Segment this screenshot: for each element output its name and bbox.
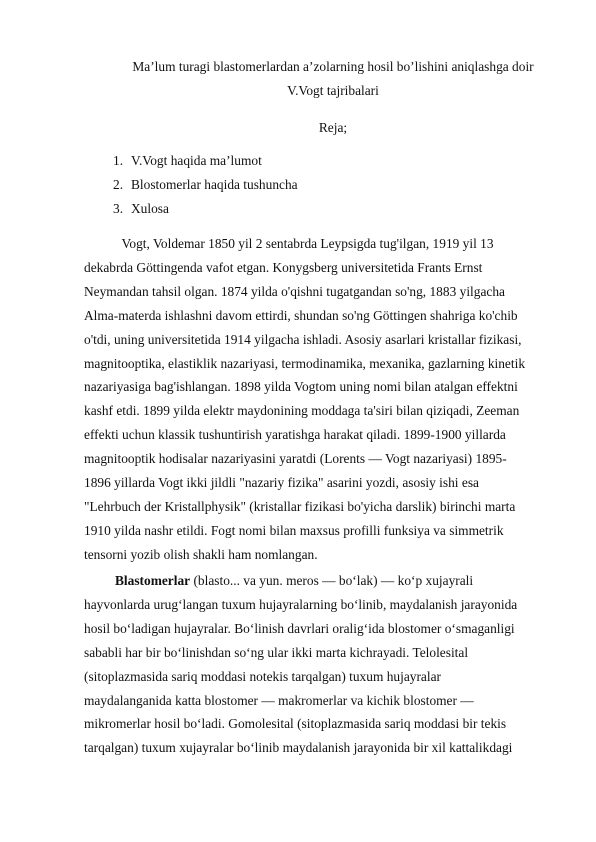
paragraph-line: (sitoplazmasida sariq moddasi notekis tarqalgan) tuxum hujayralar — [84, 668, 441, 684]
paragraph-vogt-biography — [84, 232, 559, 567]
paragraph-first-line — [84, 569, 559, 593]
paragraph-line: tarqalgan) tuxum xujayralar bo‘linib maydalanish jarayonida bir xil kattalikdagi — [84, 740, 513, 756]
paragraph-line: magnitooptika, elastiklik nazariyasi, termodinamika, mexanika, gazlarning kinetik — [84, 355, 526, 371]
title-line-1: Ma’lum turagi blastomerlardan a’zolarning hosil bo’lishini aniqlashga doir — [132, 59, 534, 74]
plan-item-text: V.Vogt haqida ma’lumot — [131, 153, 262, 168]
paragraph-line: 1896 yillarda Vogt ikki jildli "nazariy fizika" asarini yozdi, asosiy ishi esa — [84, 475, 479, 491]
paragraph-line: 1910 yilda nashr etildi. Fogt nomi bilan maxsus profilli funksiya va simmetrik — [84, 522, 504, 538]
document-title — [60, 55, 596, 103]
paragraph-line: dekabrda Göttingenda vafot etgan. Konygsberg universitetida Frants Ernst — [84, 259, 483, 275]
paragraph-line: maydalanganida katta blostomer — makromerlar va kichik blostomer — — [84, 692, 474, 708]
paragraph-line: sababli har bir bo‘linishdan so‘ng ular ikki marta kichrayadi. Telolesital — [84, 644, 469, 660]
plan-item — [113, 173, 298, 197]
paragraph-blastomeres — [84, 569, 559, 760]
paragraph-line: tensorni yozib olish shakli ham nomlangan. — [84, 546, 318, 562]
term-definition: (blasto... va yun. meros — bo‘lak) — ko‘p xujayrali — [190, 573, 474, 588]
plan-item-text: Blostomerlar haqida tushuncha — [131, 177, 298, 192]
paragraph-line: mikromerlar hosil bo‘ladi. Gomolesital (sitoplazmasida sariq moddasi bir tekis — [84, 716, 507, 732]
term-blastomerlar: Blastomerlar — [115, 573, 191, 588]
paragraph-line: "Lehrbuch der Kristallphysik" (kristallar fizikasi bo'yicha darslik) birinchi marta — [84, 498, 516, 514]
paragraph-line: effekti uchun klassik tushuntirish yaratishga harakat qiladi. 1899-1900 yillarda — [84, 427, 506, 443]
paragraph-line: Alma-materda ishlashni davom ettirdi, shundan so'ng Göttingen shahriga ko'chib — [84, 307, 518, 323]
plan-item-number: 3. — [113, 201, 124, 216]
paragraph-line: hayvonlarda urug‘langan tuxum hujayralarning bo‘linib, maydalanish jarayonida — [84, 596, 518, 612]
paragraph-line: o'tdi, uning universitetida 1914 yilgacha ishladi. Asosiy asarlari kristallar fizikasi, — [84, 331, 522, 347]
paragraph-line: hosil bo‘ladigan hujayralar. Bo‘linish davrlari oralig‘ida blostomer o‘smaganligi — [84, 620, 515, 636]
plan-item-number: 1. — [113, 153, 124, 168]
paragraph-line: Neymandan tahsil olgan. 1874 yilda o'qishni tugatgandan so'ng, 1883 yilgacha — [84, 283, 505, 299]
paragraph-line: magnitooptik hodisalar nazariyasini yaratdi (Lorents — Vogt nazariyasi) 1895- — [84, 451, 507, 467]
plan-item — [113, 197, 298, 221]
plan-list — [113, 149, 298, 221]
plan-item-text: Xulosa — [131, 201, 169, 216]
paragraph-line: nazariyasiga bag'ishlangan. 1898 yilda Vogtom uning nomi bilan atalgan effektni — [84, 379, 518, 395]
title-line-2: V.Vogt tajribalari — [287, 83, 379, 98]
paragraph-line: kashf etdi. 1899 yilda elektr maydonining moddaga ta'siri bilan qiziqadi, Zeeman — [84, 403, 520, 419]
plan-item-number: 2. — [113, 177, 124, 192]
paragraph-line: Vogt, Voldemar 1850 yil 2 sentabrda Leypsigda tug'ilgan, 1919 yil 13 — [115, 236, 494, 251]
plan-heading: Reja; — [318, 120, 348, 135]
plan-item — [113, 149, 298, 173]
